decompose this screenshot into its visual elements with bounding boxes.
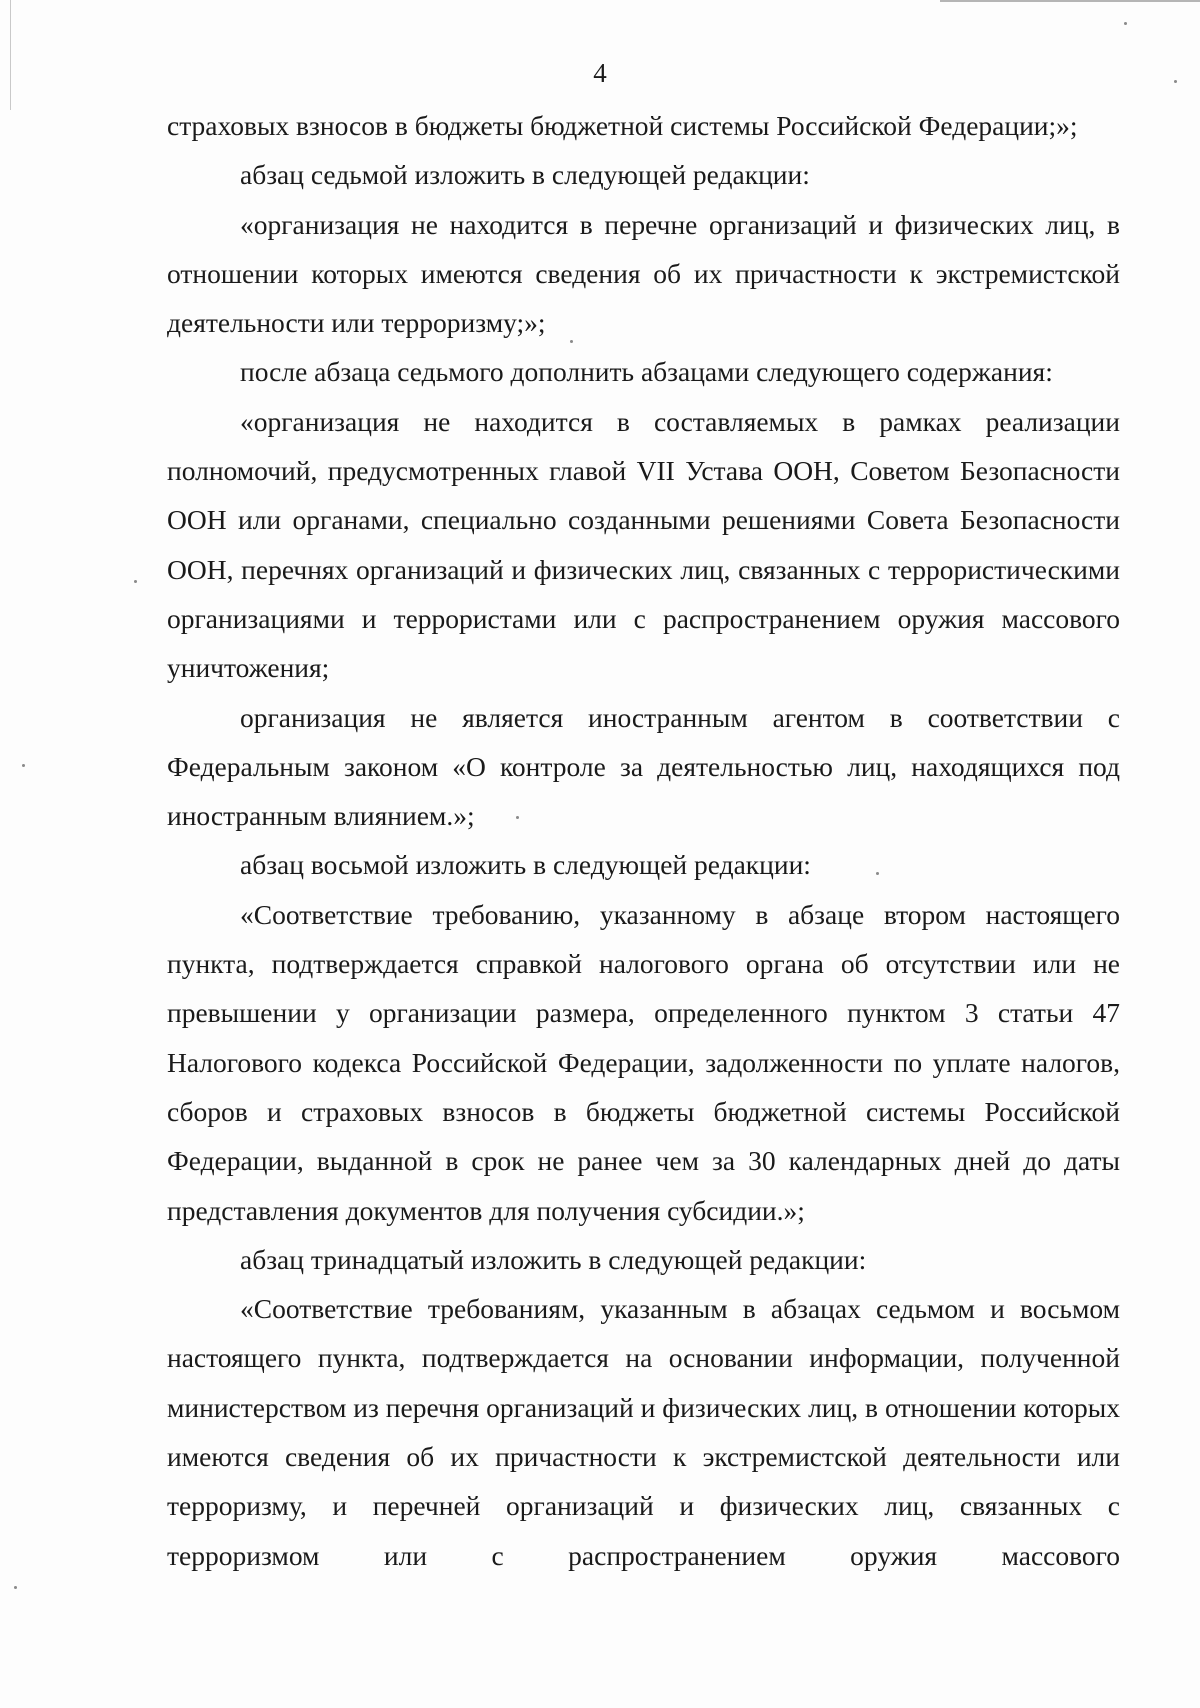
paragraph-continuation: страховых взносов в бюджеты бюджетной системы Российской Федерации;»; bbox=[167, 110, 1078, 141]
paragraph-instruction-add: после абзаца седьмого дополнить абзацами следующего содержания: bbox=[240, 356, 1053, 388]
page-number: 4 bbox=[593, 58, 607, 88]
paragraph-instruction-13: абзац тринадцатый изложить в следующей редакции: bbox=[240, 1243, 867, 1275]
scan-speck bbox=[134, 580, 137, 583]
paragraph-quote-13: «Соответствие требованиям, указанным в абзацах седьмом и восьмом настоящего пункта, подтверждается на основании информации, полученной министерством из перечня организаций и физических лиц, в отношении которых имеются сведения об их причастности к экстремистской деятельности или терроризму, и перечней организаций и физических лиц, связанных с терроризмом или с распространением оружия массового bbox=[167, 1293, 1120, 1571]
paragraph-quote-8: «Соответствие требованию, указанному в абзаце втором настоящего пункта, подтверждается справкой налогового органа об отсутствии или не превышении у организации размера, определенного пунктом 3 статьи 47 Налогового кодекса Российской Федерации, задолженности по уплате налогов, сборов и страховых взносов в бюджеты бюджетной системы Российской Федерации, выданной в срок не ранее чем за 30 календарных дней до даты представления документов для получения субсидии.»; bbox=[167, 898, 1120, 1226]
scan-speck bbox=[14, 1586, 17, 1589]
scan-edge-top bbox=[940, 0, 1200, 2]
paragraph-foreign-agent: организация не является иностранным агентом в соответствии с Федеральным законом «О контроле за деятельностью лиц, находящихся под иностранным влиянием.»; bbox=[167, 701, 1120, 832]
paragraph-quote-un-list: «организация не находится в составляемых в рамках реализации полномочий, предусмотренных главой VII Устава ООН, Советом Безопасности ООН или органами, специально созданными решениями Совета Безопасности ООН, перечнях организаций и физических лиц, связанных с террористическими организациями и террористами или с распространением оружия массового уничтожения; bbox=[167, 405, 1120, 684]
paragraph-instruction-8: абзац восьмой изложить в следующей редакции: bbox=[240, 849, 811, 881]
scan-edge-left bbox=[10, 0, 11, 110]
paragraph-instruction-7: абзац седьмой изложить в следующей редакции: bbox=[240, 159, 810, 191]
document-body bbox=[167, 101, 1120, 1580]
scan-speck bbox=[1124, 22, 1127, 25]
scan-speck bbox=[22, 764, 25, 767]
paragraph-quote-7: «организация не находится в перечне организаций и физических лиц, в отношении которых имеются сведения об их причастности к экстремистской деятельности или терроризму;»; bbox=[167, 208, 1120, 339]
